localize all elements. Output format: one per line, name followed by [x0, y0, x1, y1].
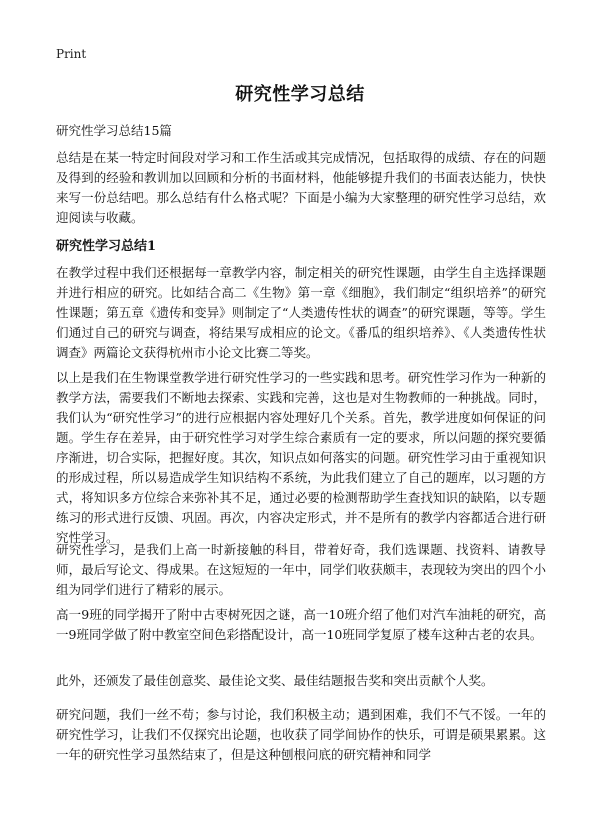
section-heading: 研究性学习总结1	[56, 239, 157, 254]
document-subtitle: 研究性学习总结15篇	[56, 123, 172, 138]
intro-paragraph: 总结是在某一特定时间段对学习和工作生活或其完成情况，包括取得的成绩、存在的问题及得到的经验和教训加以回顾和分析的书面材料，他能够提升我们的书面表达能力，快快来写一份总结吧。那么总结有什么格式呢？下面是小编为大家整理的研究性学习总结，欢迎阅读与收藏。	[56, 150, 546, 225]
page-title: 研究性学习总结	[235, 84, 365, 105]
print-link[interactable]: Print	[56, 47, 87, 61]
body-paragraph: 研究性学习，是我们上高一时新接触的科目，带着好奇，我们选课题、找资料、请教导师，最后写论文、得成果。在这短短的一年中，同学们收获颇丰，表现较为突出的四个小组为同学们进行了精彩的展示。	[56, 542, 546, 597]
body-paragraph: 在教学过程中我们还根据每一章教学内容，制定相关的研究性课题，由学生自主选择课题并进行相应的研究。比如结合高二《生物》第一章《细胞》，我们制定“组织培养”的研究性课题；第五章《遗传和变异》则制定了“人类遗传性状的调查”的研究课题，等等。学生们通过自己的研究与调查，将结果写成相应的论文。《番瓜的组织培养》、《人类遗传性状调查》两篇论文获得杭州市小论文比赛二等奖。	[56, 265, 546, 360]
body-paragraph: 研究问题，我们一丝不苟；参与讨论，我们积极主动；遇到困难，我们不气不馁。一年的研究性学习，让我们不仅探究出论题，也收获了同学间协作的快乐，可谓是硕果累累。这一年的研究性学习虽然结束了，但是这种刨根问底的研究精神和同学	[56, 707, 546, 762]
body-paragraph: 此外，还颁发了最佳创意奖、最佳论文奖、最佳结题报告奖和突出贡献个人奖。	[56, 673, 494, 688]
body-paragraph: 以上是我们在生物课堂教学进行研究性学习的一些实践和思考。研究性学习作为一种新的教学方法，需要我们不断地去探索、实践和完善，这也是对生物教师的一种挑战。同时，我们认为“研究性学习”的进行应根据内容处理好几个关系。首先，教学进度如何保证的问题。学生存在差异，由于研究性学习对学生综合素质有一定的要求，所以问题的探究要循序渐进，切合实际，把握好度。其次，知识点如何落实的问题。研究性学习由于重视知识的形成过程，所以易造成学生知识结构不系统，为此我们建立了自己的题库，以习题的方式，将知识多方位综合来弥补其不足，通过必要的检测帮助学生查找知识的缺陷，以专题练习的形式进行反馈、巩固。再次，内容决定形式，并不是所有的教学内容都适合进行研究性学习。	[56, 370, 546, 545]
body-paragraph: 高一9班的同学揭开了附中古枣树死因之谜，高一10班介绍了他们对汽车油耗的研究，高一9班同学做了附中教室空间色彩搭配设计，高一10班同学复原了楼车这种古老的农具。	[56, 607, 546, 642]
